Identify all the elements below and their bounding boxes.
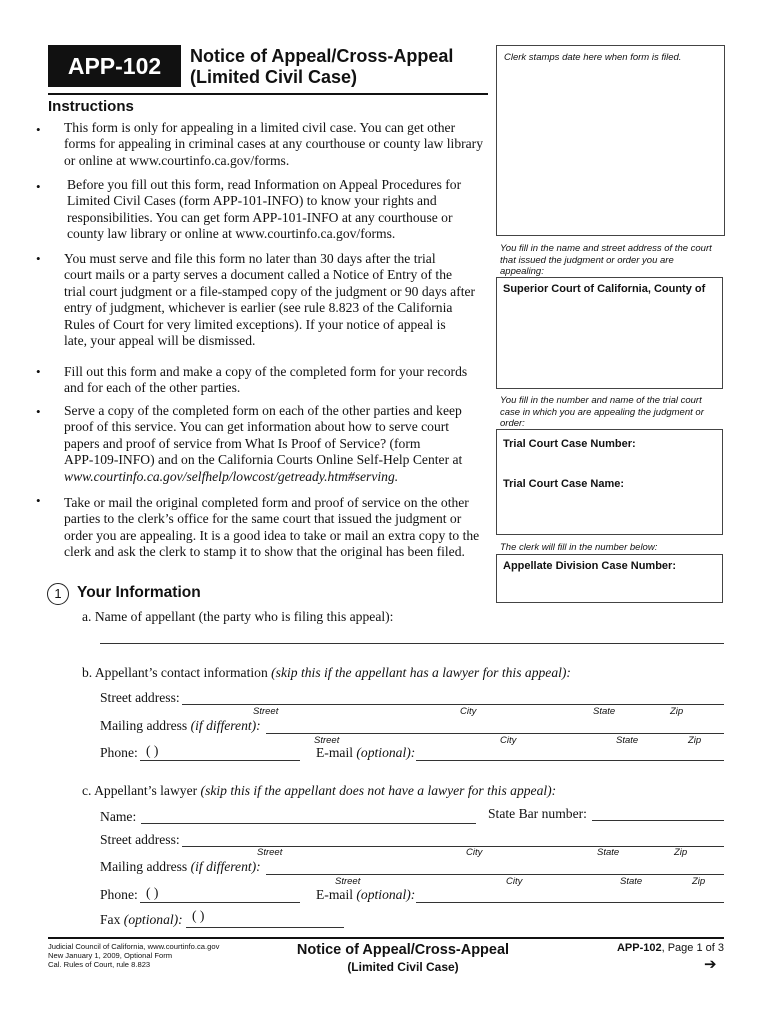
sub-state: State [620, 876, 643, 887]
bullet-mark: • [36, 493, 41, 508]
appellant-lawyer-label: c. Appellant’s lawyer (skip this if the appellant does not have a lawyer for this appeal): [82, 783, 557, 798]
footer-page: APP-102, Page 1 of 3 [616, 942, 724, 954]
sub-state: State [616, 735, 639, 746]
clerk-stamp-label: Clerk stamps date here when form is filed. [504, 52, 682, 63]
lawyer-fax-field[interactable] [186, 927, 344, 928]
appellant-contact-label: b. Appellant’s contact information (skip this if the appellant has a lawyer for this appeal): [82, 665, 571, 680]
state-bar-label: State Bar number: [488, 806, 587, 821]
sub-city: City [506, 876, 523, 887]
form-title: Notice of Appeal/Cross-Appeal (Limited Civil Case) [190, 46, 454, 87]
street-address-field[interactable] [182, 704, 724, 705]
clerk-stamp-box [496, 45, 725, 236]
court-box-label: Superior Court of California, County of [503, 283, 706, 295]
bullet-mark: • [36, 251, 41, 266]
footer-center: Notice of Appeal/Cross-Appeal (Limited Civil Case) [296, 942, 510, 974]
trial-case-number-label: Trial Court Case Number: [503, 438, 636, 450]
appellate-box-frame[interactable] [496, 554, 723, 603]
lawyer-fax-area-code: ( ) [192, 908, 205, 923]
sub-street: Street [253, 706, 279, 717]
sub-street: Street [335, 876, 361, 887]
instruction-bullet-3: You must serve and file this form no later than 30 days after the trial court mails or a party serves a document called a Notice of Entry of the trial court judgment or a file-stamped copy of the judgment or 90 days after entry of judgment, whichever is earlier (see rule 8.823 of the California Rules of Court for very limited exceptions). If your notice of appeal is late, your appeal will be dismissed. [64, 251, 476, 349]
header-rule [48, 93, 488, 95]
instruction-bullet-2: Before you fill out this form, read Information on Appeal Procedures for Limited Civil Cases (form APP-101-INFO) to know your rights and responsibilities. You can get form APP-101-INFO at any courthouse or county law library or online at www.courtinfo.ca.gov/forms. [67, 177, 462, 242]
footer-left: Judicial Council of California, www.courtinfo.ca.gov New January 1, 2009, Optional Form Cal. Rules of Court, rule 8.823 [48, 942, 220, 969]
bullet-mark: • [36, 404, 41, 419]
bullet-mark: • [36, 122, 41, 137]
appellant-name-label: a. Name of appellant (the party who is filing this appeal): [82, 609, 394, 624]
appellant-name-field[interactable] [100, 643, 724, 644]
lawyer-mailing-address-label: Mailing address (if different): [100, 859, 261, 874]
lawyer-email-field[interactable] [416, 902, 724, 903]
sub-city: City [460, 706, 477, 717]
case-box-frame[interactable] [496, 429, 723, 535]
case-box-note: You fill in the number and name of the trial court case in which you are appealing the judgment or order: [500, 395, 704, 429]
instruction-bullet-6: Take or mail the original completed form and proof of service on the other parties to the clerk’s office for the same court that issued the judgment or order you are appealing. It is a good idea to take or mail an extra copy to the clerk and ask the clerk to stamp it to show that the original has been filed. [64, 495, 480, 560]
sub-street: Street [314, 735, 340, 746]
court-box[interactable] [496, 243, 723, 389]
lawyer-email-label: E-mail (optional): [316, 887, 416, 902]
phone-field[interactable] [140, 760, 300, 761]
lawyer-phone-area-code: ( ) [146, 885, 159, 900]
lawyer-phone-label: Phone: [100, 887, 138, 902]
lawyer-name-field[interactable] [141, 823, 476, 824]
lawyer-street-address-label: Street address: [100, 832, 180, 847]
email-field[interactable] [416, 760, 724, 761]
instructions-heading: Instructions [48, 98, 134, 115]
lawyer-fax-label: Fax (optional): [100, 912, 183, 927]
bullet-mark: • [36, 364, 41, 379]
phone-label: Phone: [100, 745, 138, 760]
email-label: E-mail (optional): [316, 745, 416, 760]
lawyer-mailing-address-field[interactable] [266, 874, 724, 875]
sub-zip: Zip [688, 735, 702, 746]
case-box[interactable] [496, 395, 723, 535]
instruction-bullet-4: Fill out this form and make a copy of the completed form for your records and for each of the other parties. [64, 364, 468, 396]
sub-street: Street [257, 847, 283, 858]
lawyer-phone-field[interactable] [140, 902, 300, 903]
mailing-address-field[interactable] [266, 733, 724, 734]
sub-state: State [597, 847, 620, 858]
sub-zip: Zip [692, 876, 706, 887]
instruction-bullet-5: Serve a copy of the completed form on each of the other parties and keep proof of this service. You can get information about how to serve court papers and proof of service from What Is Proof of Service? (form APP-109-INFO) and on the California Courts Online Self-Help Center at www.courtinfo.ca.gov/selfhelp/lowcost/getready.htm#serving. [64, 403, 463, 484]
bullet-mark: • [36, 179, 41, 194]
appellate-case-number-label: Appellate Division Case Number: [503, 560, 676, 572]
lawyer-name-label: Name: [100, 809, 137, 824]
sub-zip: Zip [674, 847, 688, 858]
state-bar-field[interactable] [592, 820, 724, 821]
trial-case-name-label: Trial Court Case Name: [503, 478, 625, 490]
court-box-note: You fill in the name and street address of the court that issued the judgment or order you are appealing: [500, 243, 712, 277]
mailing-address-label: Mailing address (if different): [100, 718, 261, 733]
instruction-bullet-1: This form is only for appealing in a limited civil case. You can get other forms for appealing in criminal cases at any courthouse or county law library or online at www.courtinfo.ca.gov/forms. [64, 120, 484, 168]
form-id: APP-102 [67, 52, 162, 79]
section-1-number: 1 [47, 583, 69, 605]
section-1-heading: Your Information [77, 584, 201, 601]
sub-state: State [593, 706, 616, 717]
footer-rule [48, 937, 724, 939]
street-address-label: Street address: [100, 690, 180, 705]
form-id-badge [48, 45, 181, 87]
next-page-arrow-icon[interactable]: ➔ [704, 956, 717, 973]
appellate-box-note: The clerk will fill in the number below: [500, 542, 658, 553]
court-box-frame[interactable] [496, 277, 723, 389]
sub-city: City [500, 735, 517, 746]
appellate-box[interactable] [496, 542, 723, 604]
phone-area-code: ( ) [146, 743, 159, 758]
sub-zip: Zip [670, 706, 684, 717]
sub-city: City [466, 847, 483, 858]
